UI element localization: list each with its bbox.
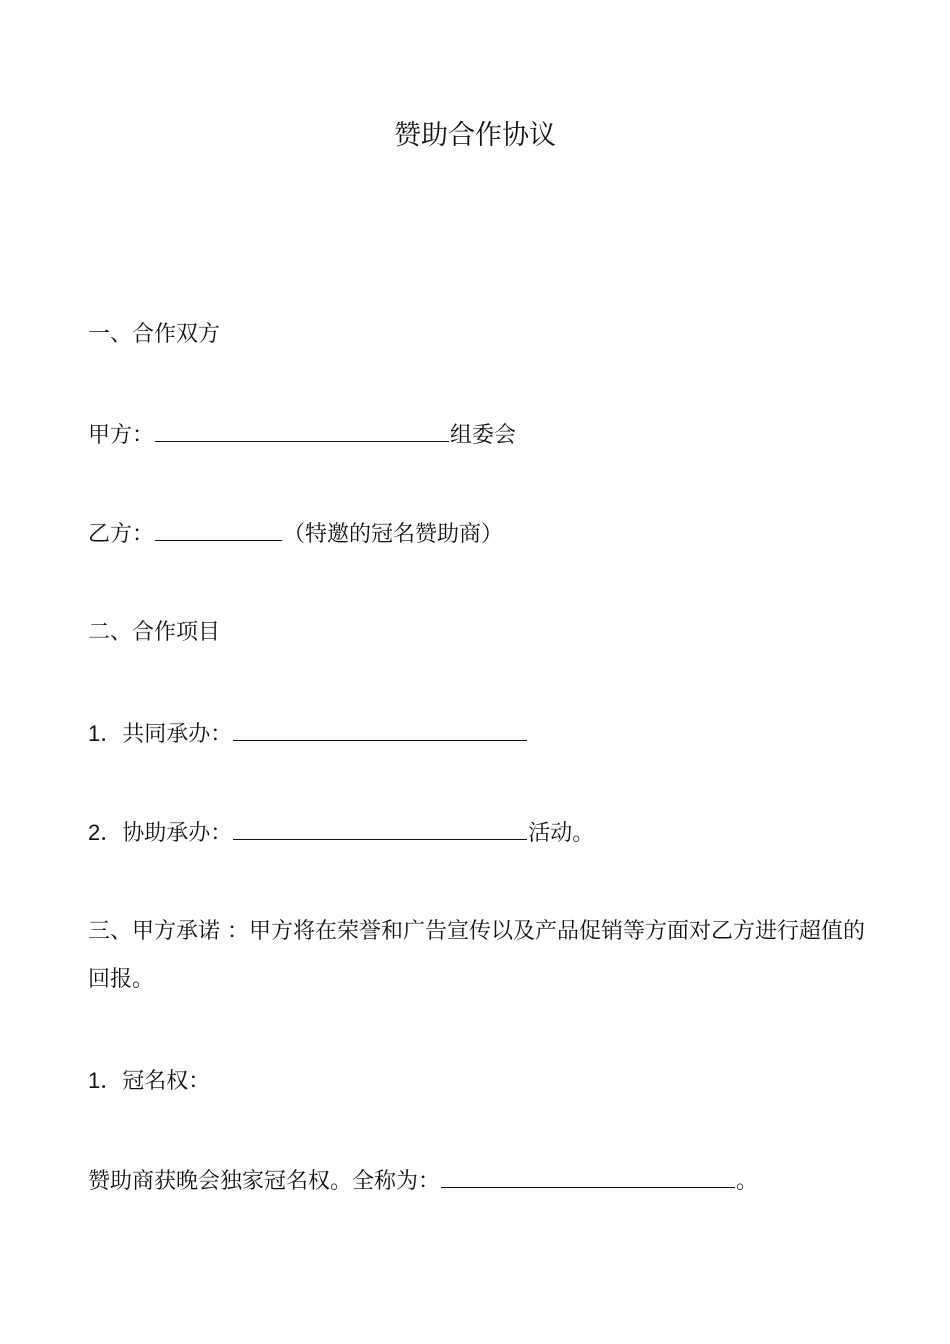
item-2-label: 协助承办： — [122, 821, 233, 846]
item-1-blank-field[interactable] — [233, 718, 527, 741]
item-1-line — [88, 718, 528, 750]
item-2-number: 2． — [88, 820, 123, 845]
section-heading-projects: 二、合作项目 — [88, 620, 221, 645]
subitem-1-line — [88, 1066, 210, 1097]
naming-suffix: 。 — [736, 1169, 759, 1194]
naming-text: 赞助商获晚会独家冠名权。全称为： — [88, 1169, 441, 1194]
party-b-label: 乙方： — [88, 522, 155, 547]
item-2-blank-field[interactable] — [233, 817, 527, 840]
item-2-suffix: 活动。 — [528, 821, 595, 846]
item-2-line — [88, 817, 594, 849]
naming-blank-field[interactable] — [441, 1165, 735, 1188]
party-a-line — [88, 419, 516, 451]
subitem-1-label: 冠名权： — [122, 1069, 211, 1094]
item-1-number: 1． — [88, 721, 123, 746]
party-a-blank-field[interactable] — [155, 419, 449, 442]
section-3-paragraph: 三、甲方承诺 ：甲方将在荣誉和广告宣传以及产品促销等方面对乙方进行超值的回报。 — [88, 919, 865, 992]
naming-line — [88, 1165, 758, 1197]
party-b-blank-field[interactable] — [155, 518, 282, 541]
section-heading-parties: 一、合作双方 — [88, 322, 221, 347]
subitem-1-number: 1． — [88, 1068, 123, 1093]
party-a-suffix: 组委会 — [450, 423, 517, 448]
party-b-line — [88, 518, 503, 550]
party-a-label: 甲方： — [88, 423, 155, 448]
document-title: 赞助合作协议 — [394, 120, 556, 151]
party-b-suffix: （特邀的冠名赞助商） — [283, 522, 504, 547]
item-1-label: 共同承办： — [122, 722, 233, 747]
